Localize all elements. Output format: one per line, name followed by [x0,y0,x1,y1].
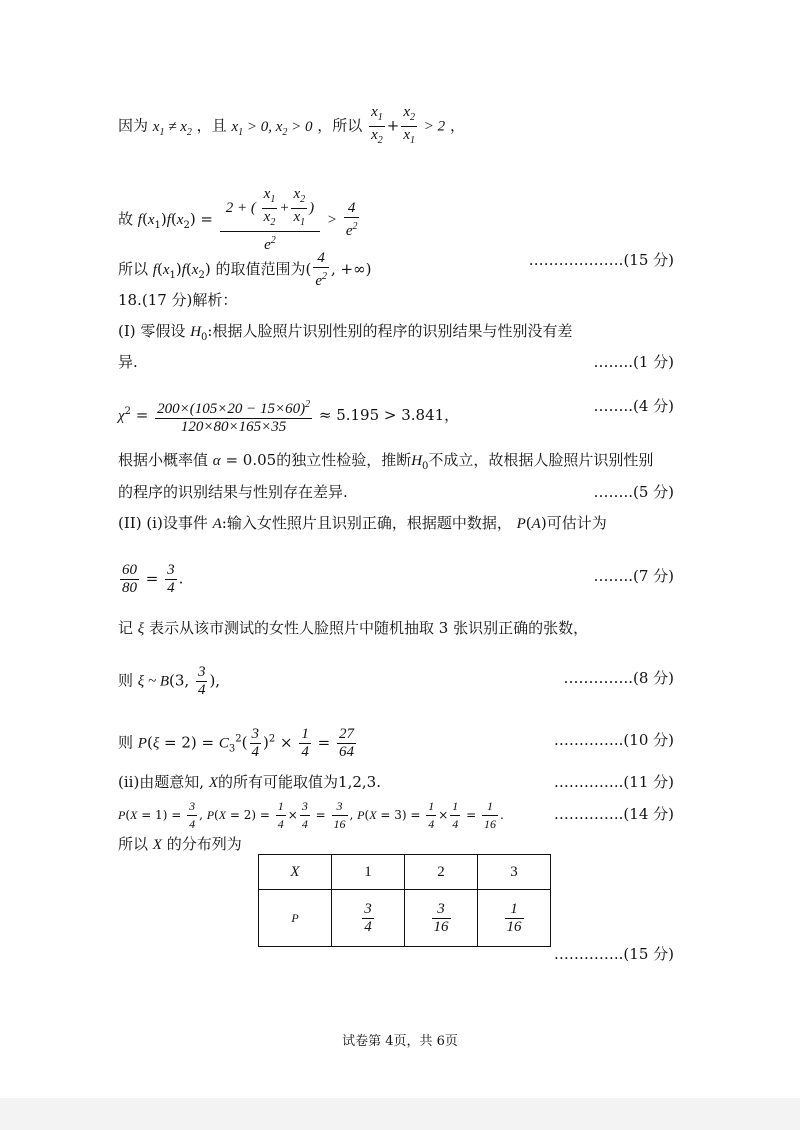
frac-4-e2: $\frac{4}{e^2}$ [345,200,358,239]
math-positive: $x_1 > 0$, $x_2 > 0$ [231,118,313,138]
table-cell: $\frac{1}{16}$ [478,890,551,947]
text: 所以 [118,260,149,278]
text: ，所以 [317,116,363,135]
chi-value: ≈ 5.195 > 3.841， [318,406,460,424]
score-4: ……..(4 分) [593,397,674,415]
score-1: ……..(1 分) [593,353,674,371]
part2-binomial: 则 ξ ~ B(3, $\frac{3}{4}$ ), [118,664,221,698]
table-cell: P [259,890,332,947]
page-footer: 试卷第 4页，共 6页 [342,1034,458,1049]
text: 的分布列为 [166,835,242,853]
score-15-final: …………..(15 分) [553,945,674,963]
score-11: …………..(11 分) [553,773,674,791]
text: 则 [118,733,134,752]
text: 的取值范围为 [215,260,306,278]
frac-x2-x1: $\frac{x_2}{x_1}$ [403,104,416,146]
table-row [259,890,551,947]
text: (II) (i)设事件 [118,514,208,532]
math-neq: $x_1 \ne x_2$ [152,118,192,138]
text: 则 [118,671,134,690]
line-3: 所以 $f(x_1)f(x_2)$ 的取值范围为( $\frac{4}{e^2}$ , +∞) [118,250,372,289]
text: 的所有可能取值为1,2,3. [218,773,381,791]
part2-estimate: $\frac{60}{80}$ = $\frac{3}{4}$ . [122,562,184,596]
part2-probabilities: P(X = 1) = $\frac{3}{4}$ , P(X = 2) = $\frac{1}{4}$ × $\frac{3}{4}$ = $\frac{3}{16}$ , P(X = 3) = $\frac{1}{4}$ × $\frac{1}{4}$ = $\frac{1}{16}$ . [118,799,504,831]
text: (ii)由题意知, [118,773,205,791]
score-5: ……..(5 分) [593,483,674,501]
table-cell: $\frac{3}{16}$ [405,890,478,947]
line-2: 故 $f(x_1)f(x_2)$ = 2 + ( $\frac{x_1}{x_2}$ + $\frac{x_2}{x_1}$ ) $e^2$ > $\frac{4}{e^2}$ [118,186,358,253]
table-cell: $\frac{3}{4}$ [332,890,405,947]
bottom-bar [0,1098,800,1130]
chi-frac: $\frac{200\times(105\times 20 - 15\times 60)^2}{120\times 80\times 165\times 35}$ [155,396,312,436]
question-18-title: 18.(17 分)解析： [118,291,238,309]
part2-prob: 则 $P(\xi = 2) = C_3^2$( $\frac{3}{4}$ )$^2$ × $\frac{1}{4}$ = $\frac{27}{64}$ [118,726,354,760]
score-15: ……………….(15 分) [528,251,674,269]
text: 因为 [118,116,149,135]
text: 记 [118,619,134,637]
score-7: ……..(7 分) [593,567,674,585]
frac-big: 2 + ( $\frac{x_1}{x_2}$ + $\frac{x_2}{x_1}$ ) $e^2$ [220,186,320,254]
distribution-intro: 所以 X 的分布列为 [118,835,242,853]
frac-x1-x2: $\frac{x_1}{x_2}$ [371,104,383,146]
part2-xi-def: 记 ξ 表示从该市测试的女性人脸照片中随机抽取 3 张识别正确的张数， [118,619,589,637]
score-10: …………..(10 分) [553,731,674,749]
text: 故 [118,210,134,228]
text: 可估计为 [546,514,607,532]
line-1: 因为 $x_1 \ne x_2$ ，且 $x_1 > 0$, $x_2 > 0$ ，所以 $\frac{x_1}{x_2}$ + $\frac{x_2}{x_1}$ > 2 ， [118,104,465,149]
text: 根据小概率值 [118,451,209,469]
table-cell: 1 [332,855,405,890]
part1-line2: 异. [118,353,138,371]
part1-conclusion-1: 根据小概率值 α = 0.05的独立性检验，推断$H_0$不成立，故根据人脸照片识别性别 [118,451,654,472]
text: :输入女性照片且识别正确，根据题中数据， [221,514,512,532]
part1-line1: (I) 零假设 $H_0$:根据人脸照片识别性别的程序的识别结果与性别没有差 [118,322,573,343]
text: :根据人脸照片识别性别的程序的识别结果与性别没有差 [207,322,573,340]
distribution-table [258,854,551,947]
part2-ii-line: (ii)由题意知, X的所有可能取值为1,2,3. [118,773,381,791]
text: 所以 [118,835,149,853]
score-14: …………..(14 分) [553,805,674,823]
table-cell: X [259,855,332,890]
text: ，且 [196,116,227,135]
text: 表示从该市测试的女性人脸照片中随机抽取 3 张识别正确的张数， [149,619,589,637]
table-row [259,855,551,890]
score-8: …………..(8 分) [563,669,674,687]
table-cell: 2 [405,855,478,890]
text: (I) 零假设 [118,322,186,340]
text: 不成立，故根据人脸照片识别性别 [428,451,654,469]
part1-conclusion-2: 的程序的识别结果与性别存在差异. [118,483,348,501]
part2-line1: (II) (i)设事件 A:输入女性照片且识别正确，根据题中数据， P(A)可估计为 [118,514,607,532]
table-cell: 3 [478,855,551,890]
chi-square-line: $\chi^2$ = $\frac{200\times(105\times 20 - 15\times 60)^2}{120\times 80\times 165\times 35}$ ≈ 5.195 > 3.841， [118,396,459,436]
text: ， [449,116,465,135]
text: 的独立性检验，推断 [276,451,412,469]
